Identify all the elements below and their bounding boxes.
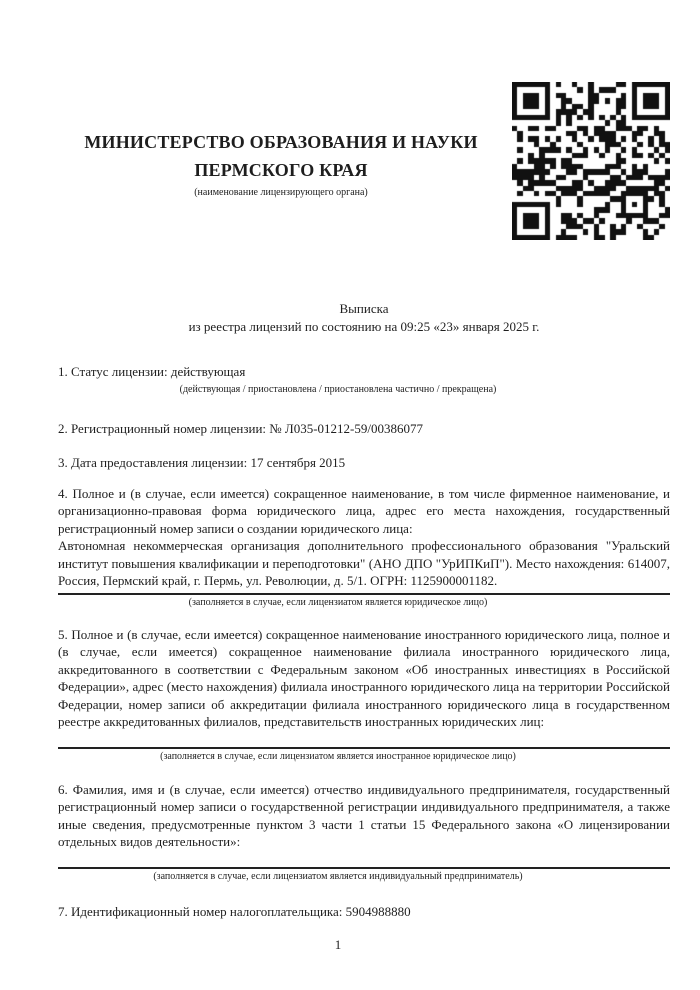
license-grant-date-line: 3. Дата предоставления лицензии: 17 сентября 2015 (58, 455, 346, 470)
document-header (58, 0, 670, 240)
legal-entity-item-value: Автономная некоммерческая организация дополнительного профессионального образования "Уральский институт повышения квалификации и переподготовки" (АНО ДПО "УрИПКиП"). Место нахождения: 614007, Россия, Пермский край, г. Пермь, ул. Революции, д. 5/1. ОГРН: 1125900001182. (58, 538, 670, 588)
license-status-line: 1. Статус лицензии: действующая (58, 364, 246, 379)
document-subtitle: из реестра лицензий по состоянию на 09:25 «23» января 2025 г. (188, 318, 540, 334)
ministry-title-line2: ПЕРМСКОГО КРАЯ (194, 160, 368, 180)
entrepreneur-item-value (58, 851, 670, 867)
legal-entity-fill-rule (58, 593, 670, 595)
license-status-caption: (действующая / приостановлена / приостановлена частично / прекращена) (179, 383, 497, 395)
document-title: Выписка (339, 301, 389, 316)
foreign-entity-caption: (заполняется в случае, если лицензиатом является иностранное юридическое лицо) (160, 750, 516, 762)
foreign-entity-fill-rule (58, 747, 670, 749)
ministry-caption: (наименование лицензирующего органа) (194, 187, 368, 198)
license-reg-number-line: 2. Регистрационный номер лицензии: № Л035-01212-59/00386077 (58, 420, 424, 436)
document-title-block (58, 300, 670, 335)
entrepreneur-fill-rule (58, 867, 670, 869)
legal-entity-item-text: 4. Полное и (в случае, если имеется) сокращенное наименование, в том числе фирменное наименование, и организационно-правовая форма юридического лица, адрес его места нахождения, государственный регистрационный номер записи о создании юридического лица: (58, 485, 670, 536)
taxpayer-id-line: 7. Идентификационный номер налогоплательщика: 5904988880 (58, 903, 411, 919)
entrepreneur-item-text: 6. Фамилия, имя и (в случае, если имеется) отчество индивидуального предпринимателя, государственный регистрационный номер записи о государственной регистрации индивидуального предпринимателя, а также иные сведения, предусмотренные пунктом 3 части 1 статьи 15 Федерального закона «О лицензировании отдельных видов деятельности»: (58, 781, 670, 849)
qr-code (512, 82, 670, 240)
entrepreneur-caption: (заполняется в случае, если лицензиатом является индивидуальный предприниматель) (153, 870, 523, 882)
legal-entity-caption: (заполняется в случае, если лицензиатом является юридическое лицо) (188, 596, 488, 608)
page-number: 1 (334, 937, 342, 952)
foreign-entity-item-text: 5. Полное и (в случае, если имеется) сокращенное наименование иностранного юридического лица, полное и (в случае, если имеется) сокращенное наименование филиала иностранного юридического лица, аккредитованного в соответствии с Федеральным законом «Об иностранных инвестициях в Российской Федерации», адрес (место нахождения) филиала иностранного юридического лица на территории Российской Федерации, номер записи об аккредитации филиала иностранного юридического лица в государственном реестре аккредитованных филиалов, представительств иностранных юридических лиц: (58, 626, 670, 729)
foreign-entity-item-value (58, 731, 670, 747)
licensing-authority-block (58, 82, 512, 199)
ministry-title-line1: МИНИСТЕРСТВО ОБРАЗОВАНИЯ И НАУКИ (84, 132, 478, 152)
ministry-title (58, 128, 504, 184)
